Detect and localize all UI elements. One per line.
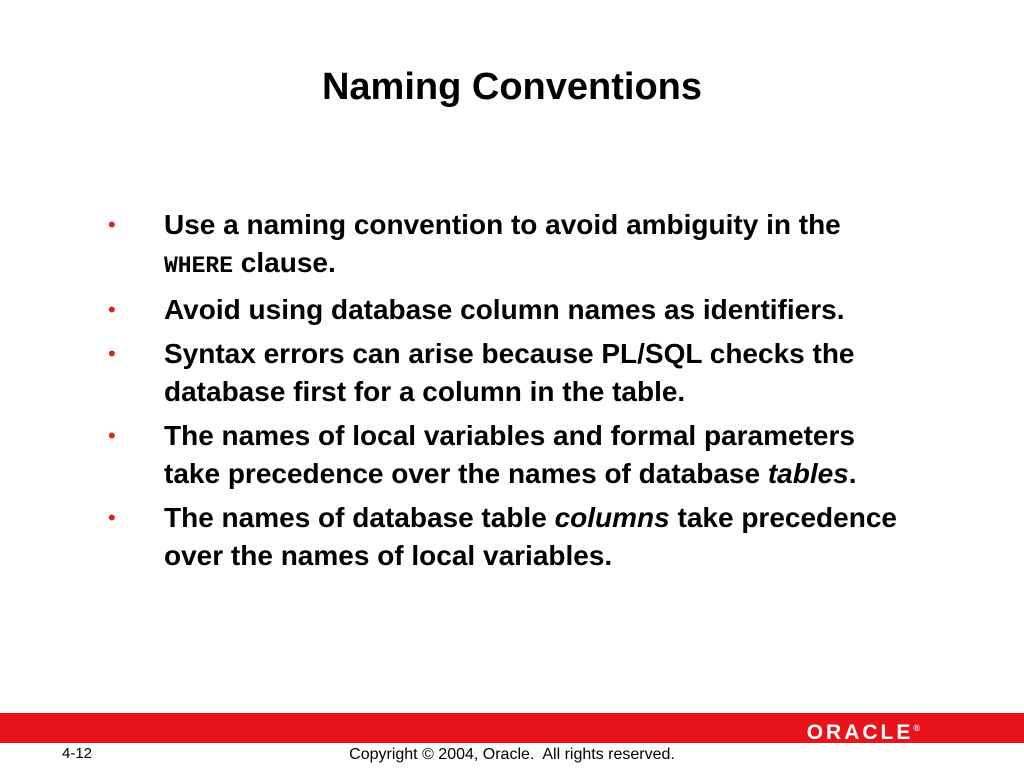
code-keyword: WHERE (164, 253, 234, 279)
bullet-item (108, 206, 908, 285)
oracle-logo (807, 716, 920, 745)
copyright-text: Copyright © 2004, Oracle. All rights reserved. (349, 746, 675, 763)
bullet-text: Use a naming convention to avoid ambiguity in the (164, 209, 841, 240)
bullet-icon: • (108, 423, 116, 448)
bullet-item (108, 417, 908, 493)
slide-title: Naming Conventions (321, 66, 703, 108)
oracle-logo-text: ORACLE (806, 721, 914, 744)
bullet-text: Avoid using database column names as identifiers. (164, 294, 845, 325)
emphasis-text: tables (767, 458, 849, 489)
bullet-text: The names of database table (164, 502, 555, 533)
bullet-list (108, 206, 908, 581)
bullet-text: Syntax errors can arise because PL/SQL checks the database first for a column in the table. (164, 338, 855, 407)
bullet-icon: • (108, 212, 116, 237)
page-number: 4-12 (62, 745, 93, 762)
registered-mark: ® (913, 723, 920, 733)
bullet-text: take precedence over the names of local variables. (164, 502, 897, 571)
bullet-text: clause. (233, 247, 336, 278)
bullet-item (108, 291, 908, 329)
bullet-item (108, 499, 908, 575)
bullet-text: The names of local variables and formal parameters take precedence over the names of database (164, 420, 855, 489)
bullet-icon: • (108, 341, 116, 366)
footer-bar (0, 713, 1024, 743)
bullet-icon: • (108, 297, 116, 322)
emphasis-text: columns (554, 502, 670, 533)
bullet-icon: • (108, 505, 116, 530)
bullet-item (108, 335, 908, 411)
bullet-text: . (848, 458, 857, 489)
